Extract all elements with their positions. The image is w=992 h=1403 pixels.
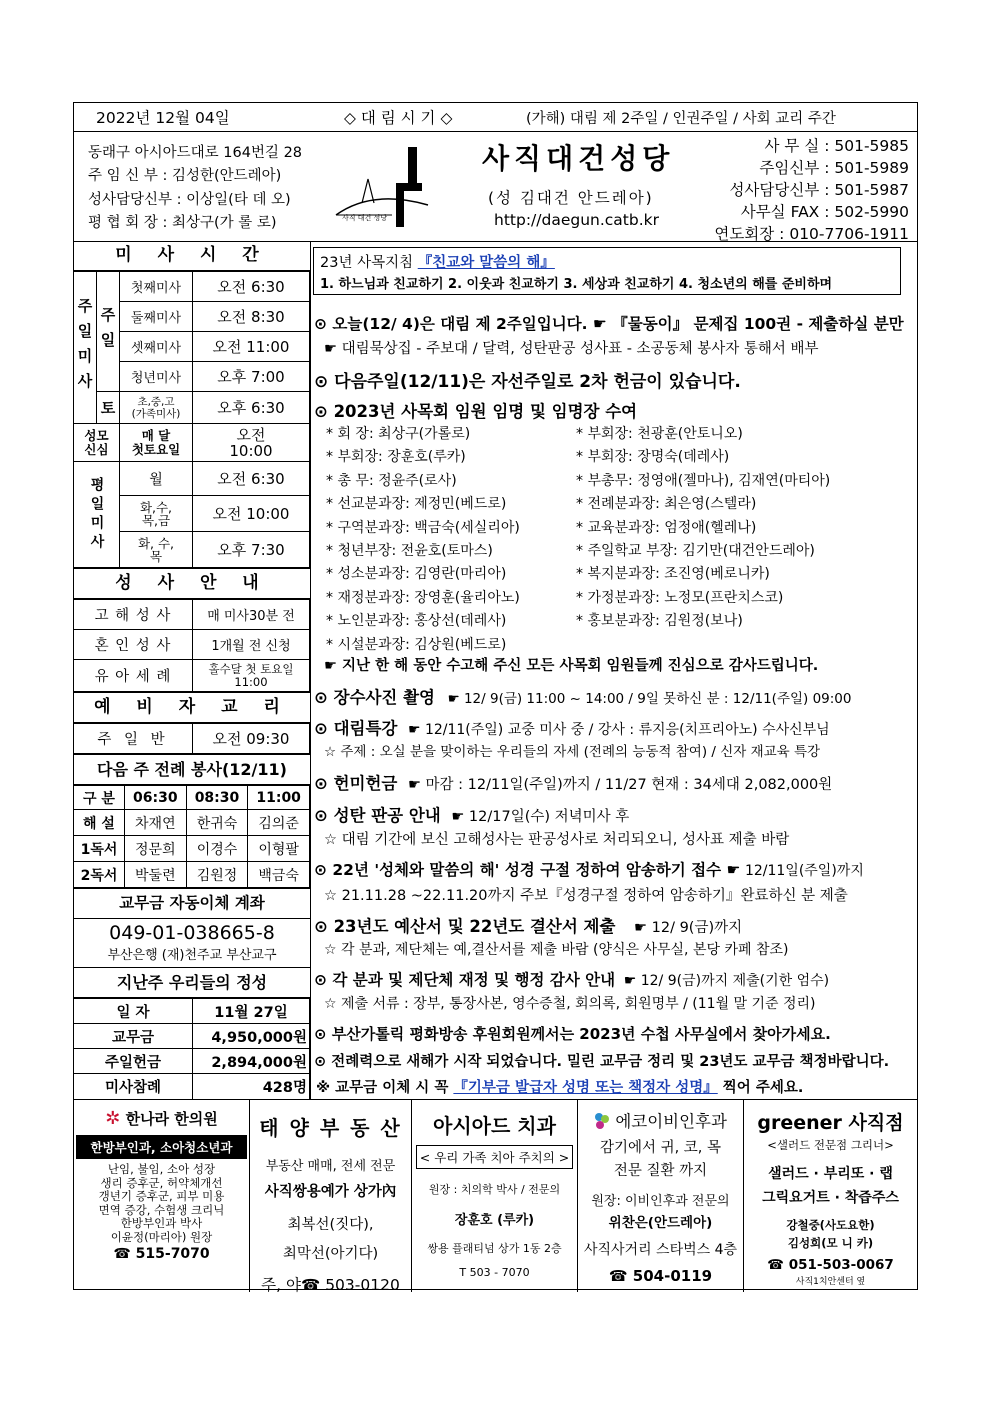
ad-line: 전문 질환 까지	[613, 1163, 708, 1179]
liturgy-table	[74, 785, 310, 888]
logo-caption: 사직 대건 성당	[342, 214, 388, 222]
liturgy-title: 다음 주 전례 봉사(12/11)	[74, 754, 310, 785]
ad-line: 그릭요거트 · 착즙주스	[762, 1190, 899, 1206]
ad-greener-sub: <샐러드 전문점 그리너>	[767, 1138, 894, 1152]
notice-today: ⊙ 오늘(12/ 4)은 대림 제 2주일입니다. ☛ 『물동이』 문제집 100권 - 제출하실 분만	[314, 315, 904, 333]
ad-ent-clinic	[578, 1100, 744, 1292]
header	[74, 131, 917, 242]
liturgical-season: ◇ 대 림 시 기 ◇	[344, 109, 453, 127]
marian-devotion-time: 오전 10:00	[193, 424, 310, 462]
notice-today-detail: ☛ 대림묵상집 - 주보대 / 달력, 성탄판공 성사표 - 소공동체 봉사자 통해서 배부	[324, 341, 819, 357]
motto-items: 1. 하느님과 친교하기 2. 이웃과 친교하기 3. 세상과 친교하기 4. 청소년의 해를 준비하며	[320, 277, 833, 292]
ad-realestate-name: 태 양 부 동 산	[259, 1116, 402, 1140]
account-box	[74, 919, 310, 968]
catechism-time: 오전 09:30	[193, 724, 310, 754]
phone-fax: 사무실 FAX : 502-5990	[740, 203, 909, 221]
notice-portrait	[314, 684, 852, 708]
offering-label: 미사참례	[74, 1074, 193, 1099]
officer-item: * 노인분과장: 홍상선(데레사)	[326, 613, 507, 630]
mass-time: 오전 11:00	[193, 332, 310, 362]
sunday-mass-label: 주일미사	[74, 272, 97, 424]
liturgy-cell: 김의준	[248, 810, 310, 836]
mass-name: 둘째미사	[120, 302, 193, 332]
patron-saint: (성 김대건 안드레아)	[488, 189, 654, 207]
officer-item: * 구역분과장: 백금숙(세실리아)	[326, 519, 520, 536]
ad-line: 면역 증강, 수험생 크리닉	[98, 1202, 225, 1217]
notice-audit	[314, 968, 829, 990]
ad-line: 강철중(사도요한)	[786, 1218, 875, 1232]
mass-name: 초,중,고 (가족미사)	[120, 392, 193, 424]
offering-label: 주일헌금	[74, 1049, 193, 1074]
liturgy-cell: 해 설	[74, 810, 124, 836]
marian-devotion-label: 성모 신심	[74, 424, 120, 462]
assistant-priest: 성사담당신부 : 이상일(타 데 오)	[88, 192, 291, 208]
ad-line: 원장 : 치의학 박사 / 전문의	[428, 1183, 561, 1196]
sacrament-title: 성 사 안 내	[74, 568, 310, 599]
ad-greener-name: greener 사직점	[757, 1112, 904, 1134]
liturgy-cell: 한귀숙	[186, 810, 248, 836]
notice-next-sunday: ⊙ 다음주일(12/11)은 자선주일로 2차 헌금이 있습니다.	[314, 372, 741, 392]
offering-label: 일 자	[74, 999, 193, 1024]
notice-transfer	[316, 1076, 803, 1097]
sacrament-info: 1개월 전 신청	[193, 630, 310, 660]
phone-yeondo: 연도회장 : 010-7706-1911	[714, 225, 909, 243]
ad-line: 한방부인과 박사	[120, 1216, 203, 1230]
mass-times-table	[74, 271, 310, 568]
notice-officers: ⊙ 2023년 사목회 임원 임명 및 임명장 수여	[314, 402, 638, 421]
ad-line: 이윤정(마리아) 원장	[110, 1229, 213, 1244]
ad-line: 생리 증후군, 허약체개선	[100, 1175, 223, 1190]
officer-item: * 시설분과장: 김상원(베드로)	[326, 636, 507, 653]
notice-rice-title: ⊙ 헌미헌금	[314, 774, 398, 793]
officer-item: * 홍보분과장: 김원정(보나)	[576, 613, 743, 630]
clergy-info	[74, 131, 314, 241]
liturgy-cell: 박둘련	[124, 862, 186, 888]
phone-office: 사 무 실 : 501-5985	[764, 137, 909, 155]
notice-budget-deadline: ☛ 12/ 9(금)까지	[634, 920, 743, 936]
catechism-title: 예 비 자 교 리	[74, 692, 310, 723]
liturgy-cell: 백금숙	[248, 862, 310, 888]
sacrament-info: 매 미사30분 전	[193, 600, 310, 630]
sacrament-table	[74, 599, 310, 692]
notice-audit-deadline: ☛ 12/ 9(금)까지 제출(기한 엄수)	[623, 973, 830, 989]
notice-lecture-detail: ☛ 12/11(주일) 교중 미사 중 / 강사 : 류지응(치프리아노) 수사신부님	[407, 722, 830, 738]
ad-line: 갱년기 증후군, 피부 미용	[98, 1189, 225, 1203]
offering-value: 4,950,000원	[193, 1024, 310, 1049]
bulletin-date: 2022년 12월 04일	[96, 109, 230, 127]
ad-clinic-lines	[74, 1163, 249, 1244]
ad-dental-name: 아시아드 치과	[433, 1114, 556, 1138]
ad-realestate-phone: 주, 야☎ 503-0120	[261, 1276, 400, 1294]
top-bar	[74, 103, 917, 132]
ad-greener-phone: ☎ 051-503-0067	[767, 1257, 894, 1273]
notice-new-year: ⊙ 전례력으로 새해가 시작 되었습니다. 밀린 교무금 정리 및 23년도 교무금 책정바랍니다.	[314, 1054, 890, 1070]
ad-dental-sub: < 우리 가족 치아 주치의 >	[416, 1145, 573, 1169]
motto-prefix: 23년 사목지침	[320, 255, 418, 271]
notice-audit-title: ⊙ 각 분과 및 제단체 재정 및 행정 감사 안내	[314, 971, 616, 989]
church-logo	[332, 141, 432, 233]
officers-left-list	[326, 423, 520, 657]
account-bank: 부산은행 (재)천주교 부산교구	[107, 948, 277, 963]
mass-time: 오후 6:30	[193, 392, 310, 424]
officers-thanks: ☛ 지난 한 해 동안 수고해 주신 모든 사목회 임원들께 진심으로 감사드립니다.	[324, 658, 819, 674]
mass-time: 오후 7:00	[193, 362, 310, 392]
officer-item: * 회 장: 최상구(가롤로)	[326, 426, 471, 442]
weekday-time: 오전 6:30	[193, 462, 310, 496]
notice-budget-title: ⊙ 23년도 예산서 및 22년도 결산서 제출	[314, 917, 616, 936]
notice-lecture-topic: ☆ 주제 : 오실 분을 맞이하는 우리들의 자세 (전례의 능동적 참여) / 신자 재교육 특강	[324, 744, 821, 760]
liturgy-header: 08:30	[186, 786, 248, 810]
officer-item: * 성소분과장: 김영란(마리아)	[326, 566, 507, 583]
weekday-time: 오후 7:30	[193, 532, 310, 568]
liturgy-header: 06:30	[124, 786, 186, 810]
notice-confession-detail: ☛ 12/17일(수) 저녁미사 후	[451, 809, 630, 825]
saturday-label: 토	[97, 392, 120, 424]
mass-name: 청년미사	[120, 362, 193, 392]
notice-confession-note: ☆ 대림 기간에 보신 고해성사는 판공성사로 처리되오니, 성사표 제출 바람	[324, 832, 790, 848]
weekday-mass-label: 평일미사	[74, 462, 120, 568]
ad-line: T 503 - 7070	[459, 1266, 530, 1279]
ad-line: 최막선(아기다)	[282, 1246, 379, 1262]
ju-label: 주일	[97, 272, 120, 392]
ad-ent-phone: ☎ 504-0119	[608, 1267, 713, 1285]
council-president: 평 협 회 장 : 최상구(가 롤 로)	[88, 215, 277, 231]
notice-rice-detail: ☛ 마감 : 12/11일(주일)까지 / 11/27 현재 : 34세대 2,082,000원	[407, 777, 833, 793]
sacrament-name: 혼 인 성 사	[74, 630, 193, 660]
catechism-table	[74, 723, 310, 754]
officer-item: * 부회장: 장명숙(데레사)	[576, 449, 730, 466]
ad-dental	[412, 1100, 578, 1292]
notice-transfer-pre: ※ 교무금 이체 시 꼭	[316, 1080, 454, 1096]
pastoral-motto-box	[313, 247, 901, 295]
officer-item: * 청년부장: 전윤호(토마스)	[326, 543, 493, 560]
notice-advent-lecture	[314, 715, 830, 739]
ad-real-estate	[250, 1100, 412, 1292]
ad-ent-title	[578, 1108, 743, 1132]
address: 동래구 아시아드대로 164번길 28	[88, 145, 303, 161]
notice-portrait-title: ⊙ 장수사진 촬영	[314, 688, 435, 707]
ad-clinic-title	[74, 1108, 249, 1129]
mass-time: 오전 8:30	[193, 302, 310, 332]
offering-value: 428명	[193, 1074, 310, 1099]
motto-line	[320, 251, 555, 272]
sacrament-name: 유 아 세 례	[74, 660, 193, 692]
notice-confession-title: ⊙ 성탄 판공 안내	[314, 806, 441, 825]
officer-item: * 가정분과장: 노정모(프란치스코)	[576, 589, 784, 606]
eco-logo-icon	[594, 1112, 610, 1130]
liturgy-cell: 1독서	[74, 836, 124, 862]
liturgy-cell: 김원정	[186, 862, 248, 888]
officer-item: * 총 무: 정윤주(로사)	[326, 472, 457, 489]
notice-lecture-title: ⊙ 대림특강	[314, 719, 398, 738]
account-number: 049-01-038665-8	[109, 922, 275, 944]
weekday-name: 월	[120, 462, 193, 496]
ads-section	[74, 1099, 917, 1292]
officer-item: * 전례분과장: 최은영(스텔라)	[576, 496, 757, 513]
ad-line: 장훈호 (루카)	[454, 1213, 535, 1228]
notices-column	[310, 241, 919, 1099]
officer-item: * 복지분과장: 조진영(베로니카)	[576, 566, 770, 583]
liturgy-header: 구 분	[74, 786, 124, 810]
liturgy-cell: 2독서	[74, 862, 124, 888]
officer-item: * 주일학교 부장: 김기만(대건안드레아)	[576, 543, 815, 560]
mass-name: 첫째미사	[120, 272, 193, 302]
sacrament-name: 고 해 성 사	[74, 600, 193, 630]
offering-value: 11월 27일	[193, 999, 310, 1024]
officer-item: * 재정분과장: 장영훈(율리아노)	[326, 589, 520, 606]
phone-directory	[714, 135, 909, 245]
notice-verse-title: ⊙ 22년 '성체와 말씀의 해' 성경 구절 정하여 암송하기 접수 ☛	[314, 861, 741, 879]
mass-name: 셋째미사	[120, 332, 193, 362]
notice-rice-offering	[314, 770, 832, 794]
ad-greener-note: 사직1치안센터 옆	[795, 1277, 866, 1287]
weekday-name: 화, 수, 목	[120, 532, 193, 568]
notice-bible-verse	[314, 858, 864, 880]
officers-right-list	[576, 423, 830, 634]
flower-icon: ✲	[105, 1108, 121, 1129]
notice-transfer-link: 『기부금 발급자 성명 또는 책정자 성명』	[453, 1080, 718, 1096]
offering-title: 지난주 우리들의 정성	[74, 968, 310, 998]
ad-line: 위찬은(안드레아)	[608, 1215, 713, 1231]
account-title: 교무금 자동이체 계좌	[74, 888, 310, 919]
sunday-detail: (가해) 대림 제 2주일 / 인권주일 / 사회 교리 주간	[526, 110, 836, 127]
ad-clinic-phone: ☎ 515-7070	[113, 1246, 210, 1262]
notice-verse-deadline: 12/11일(주일)까지	[744, 863, 864, 879]
ad-line: 쌍용 플래티넘 상가 1동 2층	[427, 1242, 562, 1255]
liturgy-cell: 차재연	[124, 810, 186, 836]
bulletin-page	[73, 102, 918, 1294]
notice-verse-note: ☆ 21.11.28 ~22.11.20까지 주보『성경구절 정하여 암송하기』완료하신 분 제출	[324, 888, 848, 904]
weekday-time: 오전 10:00	[193, 496, 310, 532]
ad-line: 부동산 매매, 전세 전문	[265, 1159, 396, 1174]
marian-devotion-day: 매 달 첫토요일	[120, 424, 193, 462]
mass-times-title: 미 사 시 간	[74, 241, 310, 271]
liturgy-cell: 이형팔	[248, 836, 310, 862]
officer-item: * 교육분과장: 엄정애(헬레나)	[576, 519, 757, 536]
ad-line: 난임, 불임, 소아 성장	[107, 1162, 216, 1176]
ad-greener	[744, 1100, 917, 1292]
officer-item: * 선교분과장: 제정민(베드로)	[326, 496, 507, 513]
ad-ent-name: 에코이비인후과	[615, 1112, 727, 1131]
notice-portrait-detail: ☛ 12/ 9(금) 11:00 ~ 14:00 / 9일 못하신 분 : 12/11(주일) 09:00	[447, 691, 852, 707]
phone-assistant: 성사담당신부 : 501-5987	[729, 181, 909, 199]
sacrament-info: 홀수달 첫 토요일 11:00	[193, 660, 310, 692]
officer-item: * 부총무: 정영애(젤마나), 김재연(마티아)	[576, 472, 831, 489]
liturgy-cell: 정문희	[124, 836, 186, 862]
officer-item: * 부회장: 천광훈(안토니오)	[576, 426, 743, 442]
liturgy-header: 11:00	[248, 786, 310, 810]
liturgy-cell: 이경수	[186, 836, 248, 862]
notice-christmas-confession	[314, 802, 629, 826]
motto-title: 『친교와 말씀의 해』	[417, 255, 555, 271]
ad-line: 원장: 이비인후과 전문의	[591, 1194, 730, 1209]
ad-clinic-sub: 한방부인과, 소아청소년과	[76, 1135, 247, 1159]
notice-broadcast: ⊙ 부산가톨릭 평화방송 후원회원께서는 2023년 수첩 사무실에서 찾아가세요.	[314, 1025, 831, 1043]
ad-line: 사직쌍용예가 상가內	[264, 1184, 397, 1200]
notice-transfer-post: 찍어 주세요.	[717, 1080, 804, 1096]
ad-line: 샐러드 · 부리또 · 랩	[768, 1166, 893, 1182]
phone-pastor: 주임신부 : 501-5989	[759, 159, 909, 177]
offering-value: 2,894,000원	[193, 1049, 310, 1074]
mass-time: 오전 6:30	[193, 272, 310, 302]
offering-table	[74, 998, 310, 1099]
ad-oriental-clinic	[74, 1100, 250, 1292]
ad-clinic-name: 한나라 한의원	[125, 1110, 218, 1128]
offering-label: 교무금	[74, 1024, 193, 1049]
officer-item: * 부회장: 장훈호(루카)	[326, 449, 466, 466]
ad-line: 사직사거리 스타벅스 4층	[583, 1242, 738, 1258]
pastor: 주 임 신 부 : 김성한(안드레아)	[88, 168, 282, 184]
notice-budget-note: ☆ 각 분과, 제단체는 예,결산서를 제출 바람 (양식은 사무실, 본당 카페 참조)	[324, 942, 789, 958]
church-url[interactable]: http://daegun.catb.kr	[494, 211, 659, 229]
ad-line: 김성희(모 니 카)	[787, 1236, 874, 1250]
weekday-name: 화,수, 목,금	[120, 496, 193, 532]
notice-budget	[314, 913, 742, 937]
ad-line: 최복선(짓다),	[287, 1217, 374, 1233]
ad-line: 감기에서 귀, 코, 목	[599, 1140, 722, 1156]
notice-audit-note: ☆ 제출 서류 : 장부, 통장사본, 영수증철, 회의록, 회원명부 / (11월 말 기준 정리)	[324, 996, 816, 1012]
left-sidebar	[74, 241, 311, 1099]
church-name: 사직대건성당	[482, 142, 675, 175]
catechism-class: 주 일 반	[74, 724, 193, 754]
